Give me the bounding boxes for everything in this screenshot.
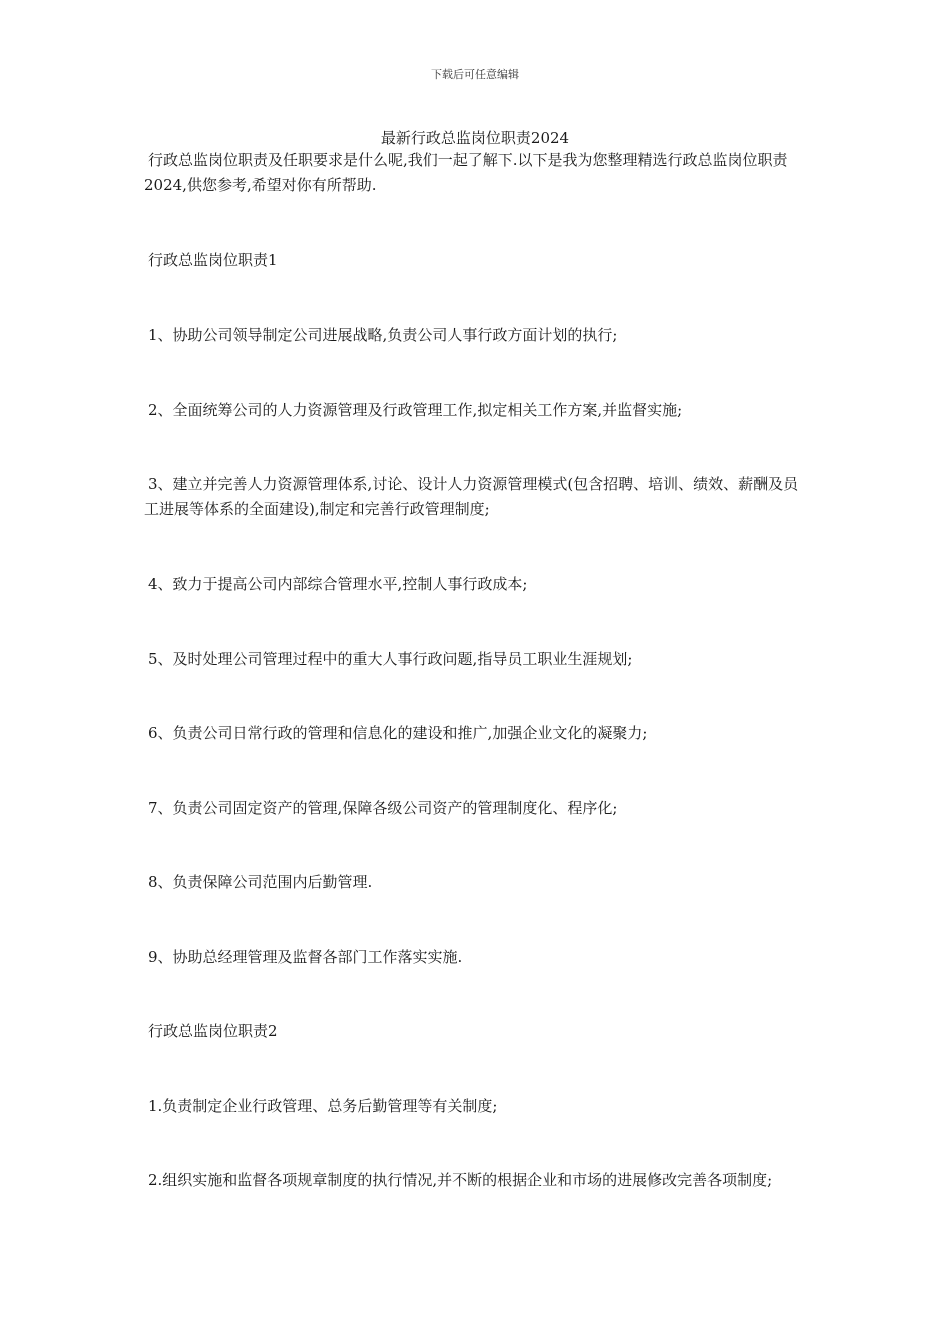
section1-item-9: 9、协助总经理管理及监督各部门工作落实实施. bbox=[148, 948, 463, 966]
section2-item-1: 1.负责制定企业行政管理、总务后勤管理等有关制度; bbox=[148, 1097, 498, 1115]
section1-heading: 行政总监岗位职责1 bbox=[148, 251, 278, 269]
section1-item-4: 4、致力于提高公司内部综合管理水平,控制人事行政成本; bbox=[148, 575, 528, 593]
section2-heading: 行政总监岗位职责2 bbox=[148, 1022, 278, 1040]
section1-item-7: 7、负责公司固定资产的管理,保障各级公司资产的管理制度化、程序化; bbox=[148, 799, 618, 817]
header-note: 下载后可任意编辑 bbox=[431, 68, 519, 81]
section1-item-1: 1、协助公司领导制定公司进展战略,负责公司人事行政方面计划的执行; bbox=[148, 326, 618, 344]
section1-item-8: 8、负责保障公司范围内后勤管理. bbox=[148, 873, 373, 891]
intro-paragraph: 行政总监岗位职责及任职要求是什么呢,我们一起了解下.以下是我为您整理精选行政总监岗位职责2024,供您参考,希望对你有所帮助. bbox=[144, 151, 788, 194]
section1-item-2: 2、全面统筹公司的人力资源管理及行政管理工作,拟定相关工作方案,并监督实施; bbox=[148, 401, 683, 419]
section1-item-6: 6、负责公司日常行政的管理和信息化的建设和推广,加强企业文化的凝聚力; bbox=[148, 724, 648, 742]
section1-item-3: 3、建立并完善人力资源管理体系,讨论、设计人力资源管理模式(包含招聘、培训、绩效、薪酬及员工进展等体系的全面建设),制定和完善行政管理制度; bbox=[144, 475, 799, 518]
document-title: 最新行政总监岗位职责2024 bbox=[380, 129, 570, 147]
section2-item-2: 2.组织实施和监督各项规章制度的执行情况,并不断的根据企业和市场的进展修改完善各项制度; bbox=[148, 1171, 773, 1189]
section1-item-5: 5、及时处理公司管理过程中的重大人事行政问题,指导员工职业生涯规划; bbox=[148, 650, 633, 668]
